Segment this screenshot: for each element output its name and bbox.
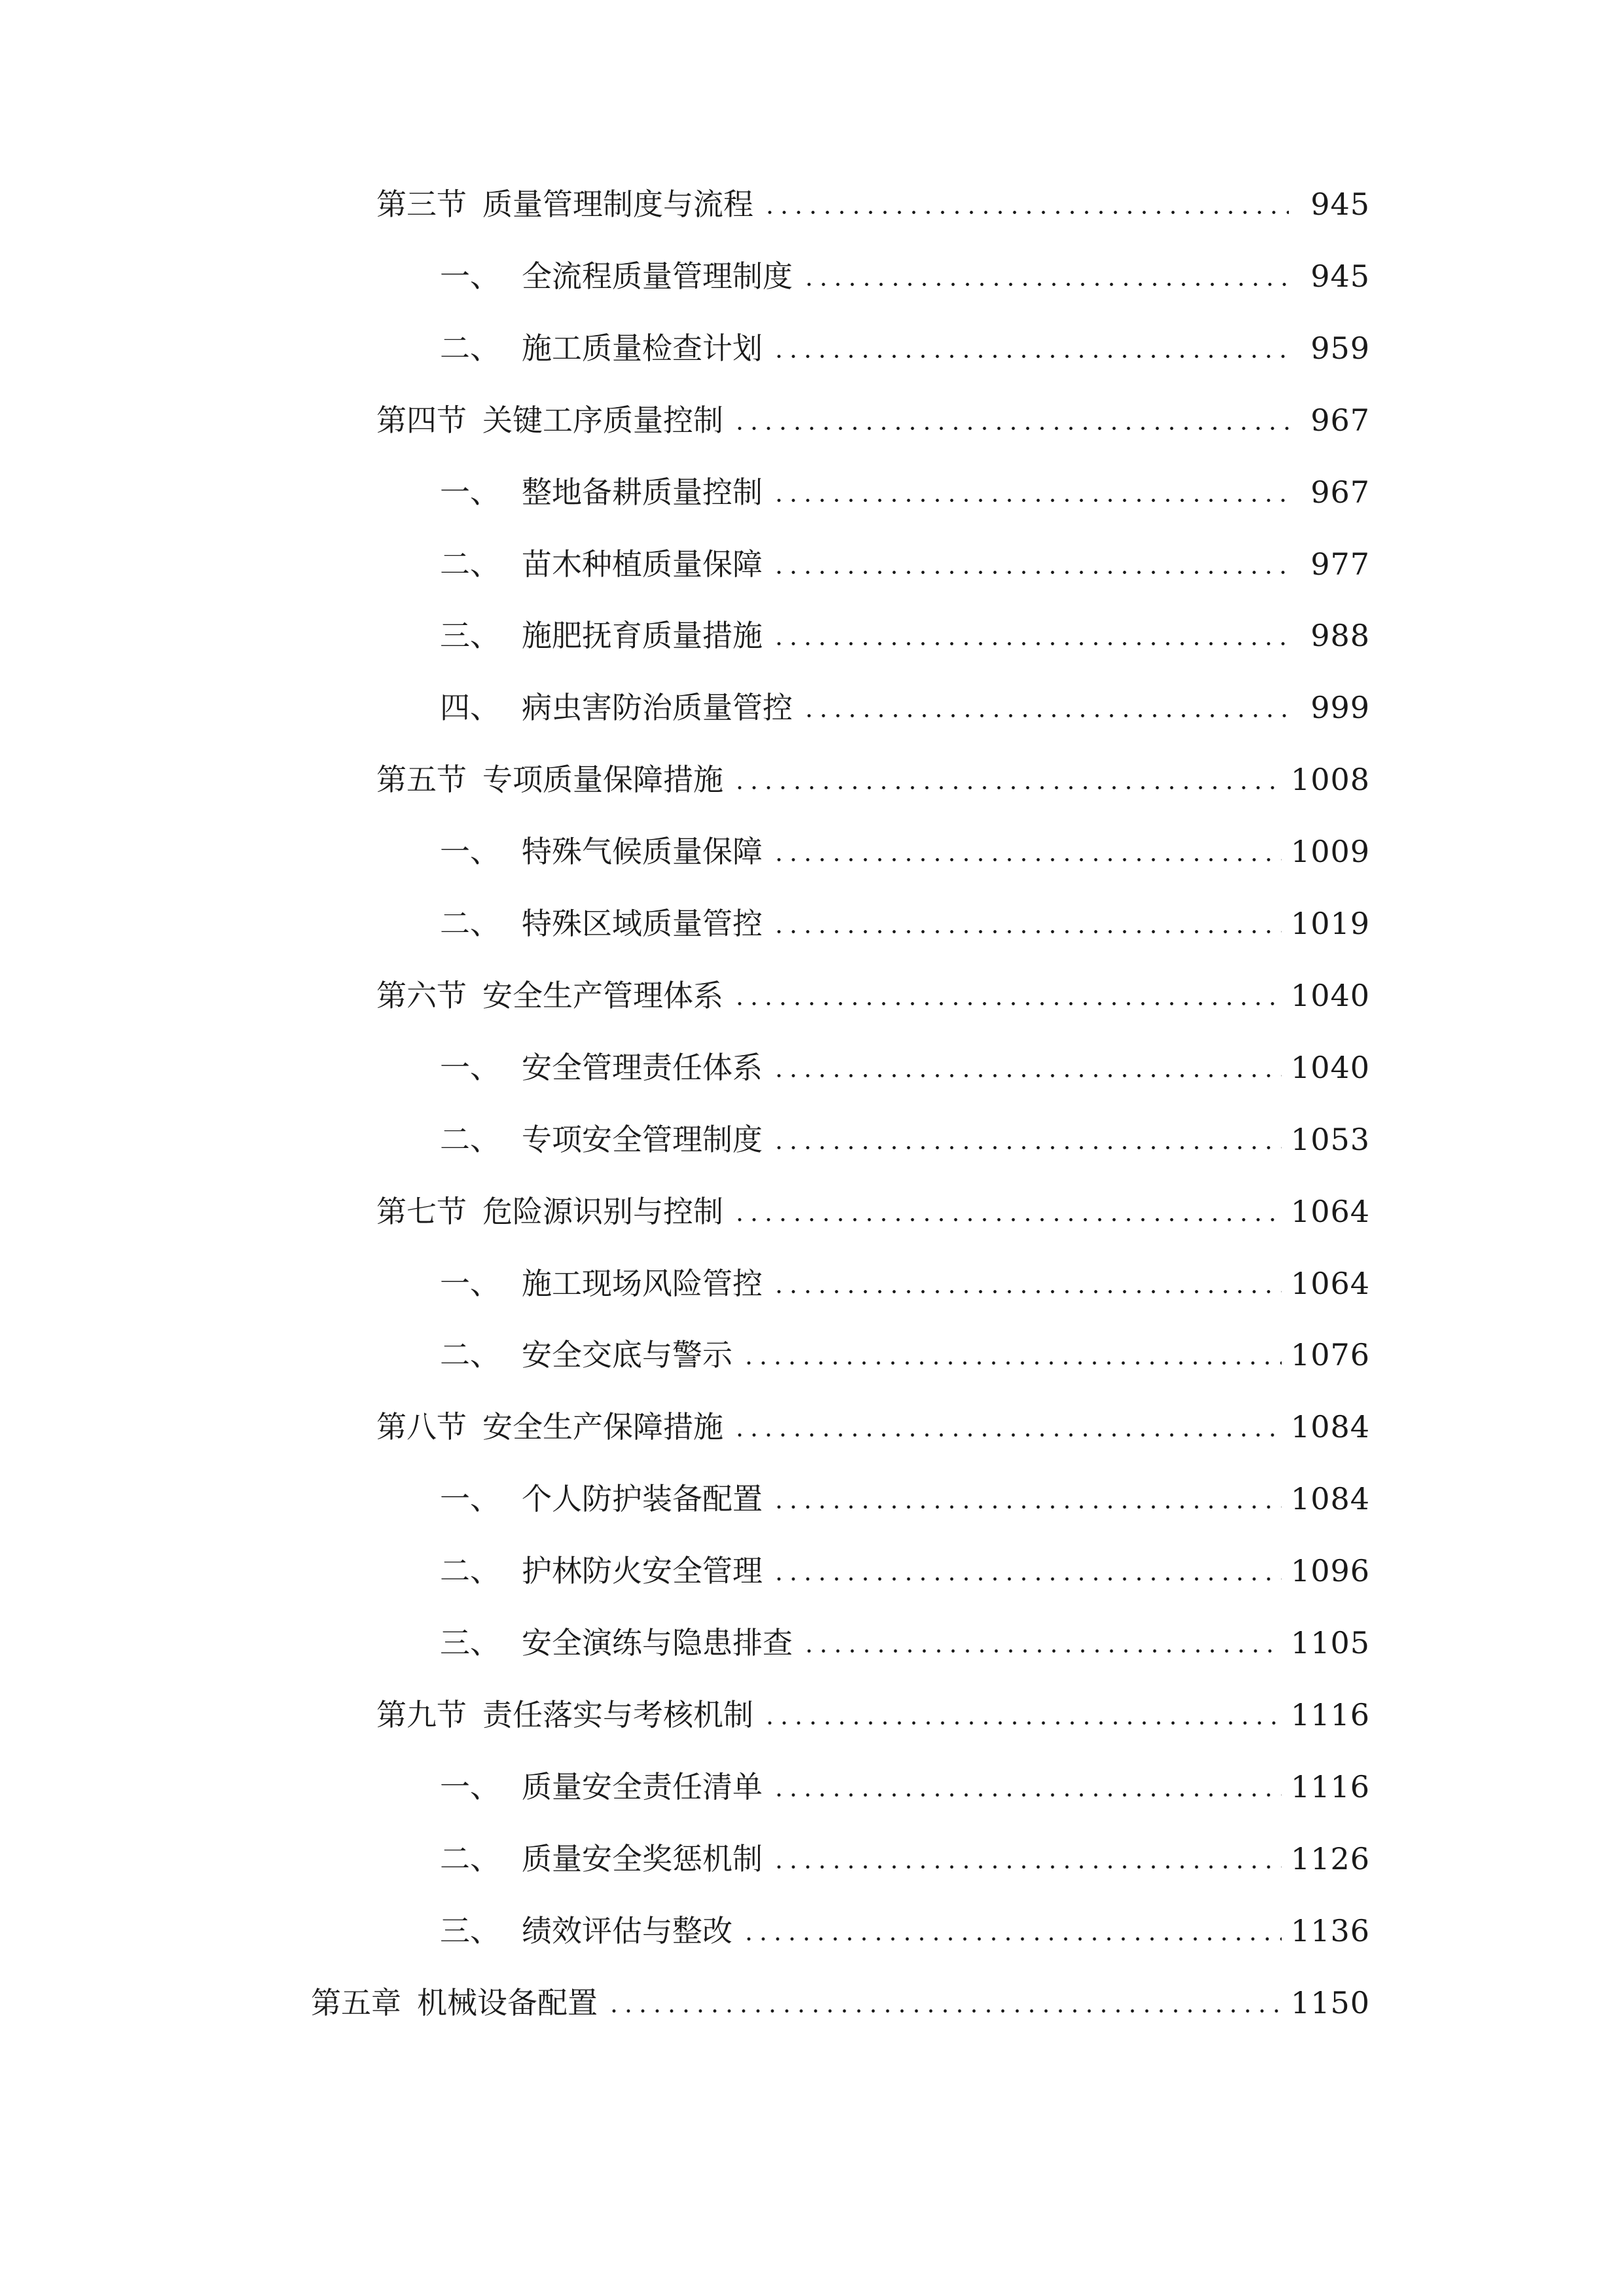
dot-leader (802, 253, 1289, 299)
toc-entry-page-number: 1064 (1290, 1194, 1370, 1229)
toc-entry-page-number: 1105 (1290, 1625, 1370, 1660)
toc-entry-section[interactable] (376, 397, 1370, 443)
toc-entry-page-number: 1009 (1290, 834, 1370, 869)
toc-entry-page-number: 1136 (1290, 1913, 1370, 1948)
dot-leader (763, 181, 1289, 227)
toc-entry-number: 二、 (440, 331, 500, 366)
toc-entry-number: 三、 (440, 618, 500, 653)
toc-entry-item[interactable] (440, 1620, 1370, 1666)
toc-entry-title: 质量安全责任清单 (522, 1769, 763, 1804)
toc-entry-label (440, 253, 793, 299)
toc-entry-title: 全流程质量管理制度 (522, 259, 793, 294)
toc-entry-page-number: 999 (1310, 690, 1370, 725)
toc-entry-page-number: 967 (1310, 403, 1370, 438)
toc-entry-page-number: 1084 (1290, 1409, 1370, 1444)
dot-leader (802, 1620, 1282, 1666)
toc-entry-label (376, 181, 753, 227)
toc-entry-label (440, 1332, 732, 1378)
toc-entry-title: 安全管理责任体系 (522, 1050, 763, 1085)
toc-entry-number: 二、 (440, 1841, 500, 1876)
dot-leader (772, 829, 1282, 874)
toc-entry-chapter[interactable] (311, 1980, 1370, 2026)
toc-entry-title: 机械设备配置 (417, 1985, 598, 2020)
dot-leader (607, 1980, 1282, 2026)
toc-entry-label (376, 1692, 753, 1738)
toc-entry-title: 安全生产保障措施 (482, 1409, 723, 1444)
toc-entry-item[interactable] (440, 325, 1370, 371)
toc-entry-title: 特殊区域质量管控 (522, 906, 763, 941)
toc-entry-page-number: 1150 (1290, 1985, 1370, 2020)
toc-entry-item[interactable] (440, 901, 1370, 946)
toc-entry-title: 专项质量保障措施 (482, 762, 723, 797)
dot-leader (772, 541, 1289, 587)
toc-entry-label (440, 1261, 763, 1306)
dot-leader (772, 1548, 1282, 1594)
toc-entry-page-number: 1084 (1290, 1481, 1370, 1516)
toc-entry-title: 整地备耕质量控制 (522, 475, 763, 510)
toc-entry-item[interactable] (440, 541, 1370, 587)
toc-entry-page-number: 1053 (1290, 1122, 1370, 1157)
toc-entry-label (440, 1764, 763, 1810)
toc-entry-number: 一、 (440, 1050, 500, 1085)
toc-entry-label (376, 757, 723, 802)
toc-entry-title: 关键工序质量控制 (482, 403, 723, 438)
toc-entry-item[interactable] (440, 1836, 1370, 1882)
toc-entry-label (440, 1620, 793, 1666)
toc-entry-page-number: 1064 (1290, 1266, 1370, 1301)
toc-entry-label (440, 469, 763, 515)
toc-entry-label (440, 685, 793, 730)
toc-entry-title: 质量安全奖惩机制 (522, 1841, 763, 1876)
toc-entry-label (376, 1404, 723, 1450)
toc-entry-number: 第三节 (376, 187, 467, 222)
toc-entry-number: 第八节 (376, 1409, 467, 1444)
dot-leader (732, 1404, 1282, 1450)
toc-entry-number: 二、 (440, 1337, 500, 1372)
toc-entry-number: 一、 (440, 1769, 500, 1804)
toc-entry-label (440, 1836, 763, 1882)
toc-entry-item[interactable] (440, 1332, 1370, 1378)
toc-entry-item[interactable] (440, 469, 1370, 515)
toc-entry-item[interactable] (440, 829, 1370, 874)
toc-entry-page-number: 1076 (1290, 1337, 1370, 1372)
toc-entry-number: 一、 (440, 1481, 500, 1516)
toc-entry-page-number: 1116 (1290, 1697, 1370, 1732)
toc-entry-number: 二、 (440, 906, 500, 941)
toc-entry-page-number: 945 (1310, 187, 1370, 222)
toc-entry-section[interactable] (376, 1692, 1370, 1738)
toc-entry-label (440, 325, 763, 371)
toc-entry-number: 第六节 (376, 978, 467, 1013)
toc-entry-title: 安全交底与警示 (522, 1337, 732, 1372)
toc-entry-label (440, 901, 763, 946)
toc-entry-number: 三、 (440, 1625, 500, 1660)
toc-entry-section[interactable] (376, 181, 1370, 227)
dot-leader (802, 685, 1289, 730)
toc-entry-title: 施工质量检查计划 (522, 331, 763, 366)
toc-entry-label (311, 1980, 598, 2026)
toc-entry-section[interactable] (376, 973, 1370, 1018)
toc-entry-page-number: 1096 (1290, 1553, 1370, 1588)
toc-entry-title: 苗木种植质量保障 (522, 547, 763, 582)
toc-entry-item[interactable] (440, 253, 1370, 299)
dot-leader (732, 1189, 1282, 1234)
toc-entry-number: 二、 (440, 1553, 500, 1588)
toc-entry-item[interactable] (440, 1117, 1370, 1162)
toc-entry-section[interactable] (376, 1404, 1370, 1450)
dot-leader (742, 1332, 1282, 1378)
toc-entry-item[interactable] (440, 1908, 1370, 1954)
toc-entry-title: 专项安全管理制度 (522, 1122, 763, 1157)
toc-entry-title: 施肥抚育质量措施 (522, 618, 763, 653)
dot-leader (772, 325, 1289, 371)
toc-entry-label (440, 1476, 763, 1522)
toc-entry-number: 一、 (440, 834, 500, 869)
toc-entry-item[interactable] (440, 1548, 1370, 1594)
toc-entry-page-number: 959 (1310, 331, 1370, 366)
toc-entry-page-number: 945 (1310, 259, 1370, 294)
toc-entry-label (440, 1045, 763, 1090)
toc-entry-item[interactable] (440, 613, 1370, 658)
toc-entry-label (440, 829, 763, 874)
dot-leader (772, 1476, 1282, 1522)
toc-entry-title: 绩效评估与整改 (522, 1913, 732, 1948)
dot-leader (772, 469, 1289, 515)
toc-entry-page-number: 977 (1310, 547, 1370, 582)
toc-entry-number: 三、 (440, 1913, 500, 1948)
toc-entry-item[interactable] (440, 1261, 1370, 1306)
toc-entry-page-number: 1019 (1290, 906, 1370, 941)
toc-entry-page-number: 1116 (1290, 1769, 1370, 1804)
toc-entry-label (376, 973, 723, 1018)
toc-entry-number: 一、 (440, 259, 500, 294)
toc-entry-label (440, 1117, 763, 1162)
toc-entry-section[interactable] (376, 1189, 1370, 1234)
toc-entry-number: 第四节 (376, 403, 467, 438)
toc-entry-item[interactable] (440, 1045, 1370, 1090)
dot-leader (772, 1261, 1282, 1306)
toc-entry-label (440, 541, 763, 587)
toc-entry-title: 安全演练与隐患排查 (522, 1625, 793, 1660)
toc-entry-label (376, 1189, 723, 1234)
toc-entry-title: 特殊气候质量保障 (522, 834, 763, 869)
toc-entry-label (440, 1548, 763, 1594)
toc-entry-label (376, 397, 723, 443)
toc-entry-title: 责任落实与考核机制 (482, 1697, 753, 1732)
toc-entry-title: 危险源识别与控制 (482, 1194, 723, 1229)
toc-entry-item[interactable] (440, 1476, 1370, 1522)
toc-entry-section[interactable] (376, 757, 1370, 802)
toc-entry-title: 护林防火安全管理 (522, 1553, 763, 1588)
toc-entry-page-number: 1008 (1290, 762, 1370, 797)
toc-entry-page-number: 988 (1310, 618, 1370, 653)
dot-leader (772, 1764, 1282, 1810)
toc-entry-title: 个人防护装备配置 (522, 1481, 763, 1516)
dot-leader (742, 1908, 1282, 1954)
toc-entry-label (440, 1908, 732, 1954)
toc-entry-number: 一、 (440, 1266, 500, 1301)
toc-entry-label (440, 613, 763, 658)
toc-entry-number: 第九节 (376, 1697, 467, 1732)
toc-entry-number: 二、 (440, 1122, 500, 1157)
toc-entry-title: 质量管理制度与流程 (482, 187, 753, 222)
toc-entry-item[interactable] (440, 1764, 1370, 1810)
dot-leader (732, 757, 1282, 802)
toc-entry-title: 施工现场风险管控 (522, 1266, 763, 1301)
toc-entry-number: 第五章 (311, 1985, 401, 2020)
dot-leader (732, 397, 1289, 443)
toc-entry-page-number: 1126 (1290, 1841, 1370, 1876)
dot-leader (772, 1117, 1282, 1162)
toc-entry-title: 病虫害防治质量管控 (522, 690, 793, 725)
toc-entry-page-number: 1040 (1290, 978, 1370, 1013)
toc-entry-number: 第五节 (376, 762, 467, 797)
dot-leader (772, 1836, 1282, 1882)
dot-leader (763, 1692, 1282, 1738)
toc-entry-title: 安全生产管理体系 (482, 978, 723, 1013)
toc-entry-page-number: 967 (1310, 475, 1370, 510)
dot-leader (772, 901, 1282, 946)
toc-entry-number: 一、 (440, 475, 500, 510)
dot-leader (772, 1045, 1282, 1090)
toc-entry-item[interactable] (440, 685, 1370, 730)
dot-leader (732, 973, 1282, 1018)
toc-entry-number: 二、 (440, 547, 500, 582)
toc-entry-number: 第七节 (376, 1194, 467, 1229)
dot-leader (772, 613, 1289, 658)
toc-entry-page-number: 1040 (1290, 1050, 1370, 1085)
toc-entry-number: 四、 (440, 690, 500, 725)
